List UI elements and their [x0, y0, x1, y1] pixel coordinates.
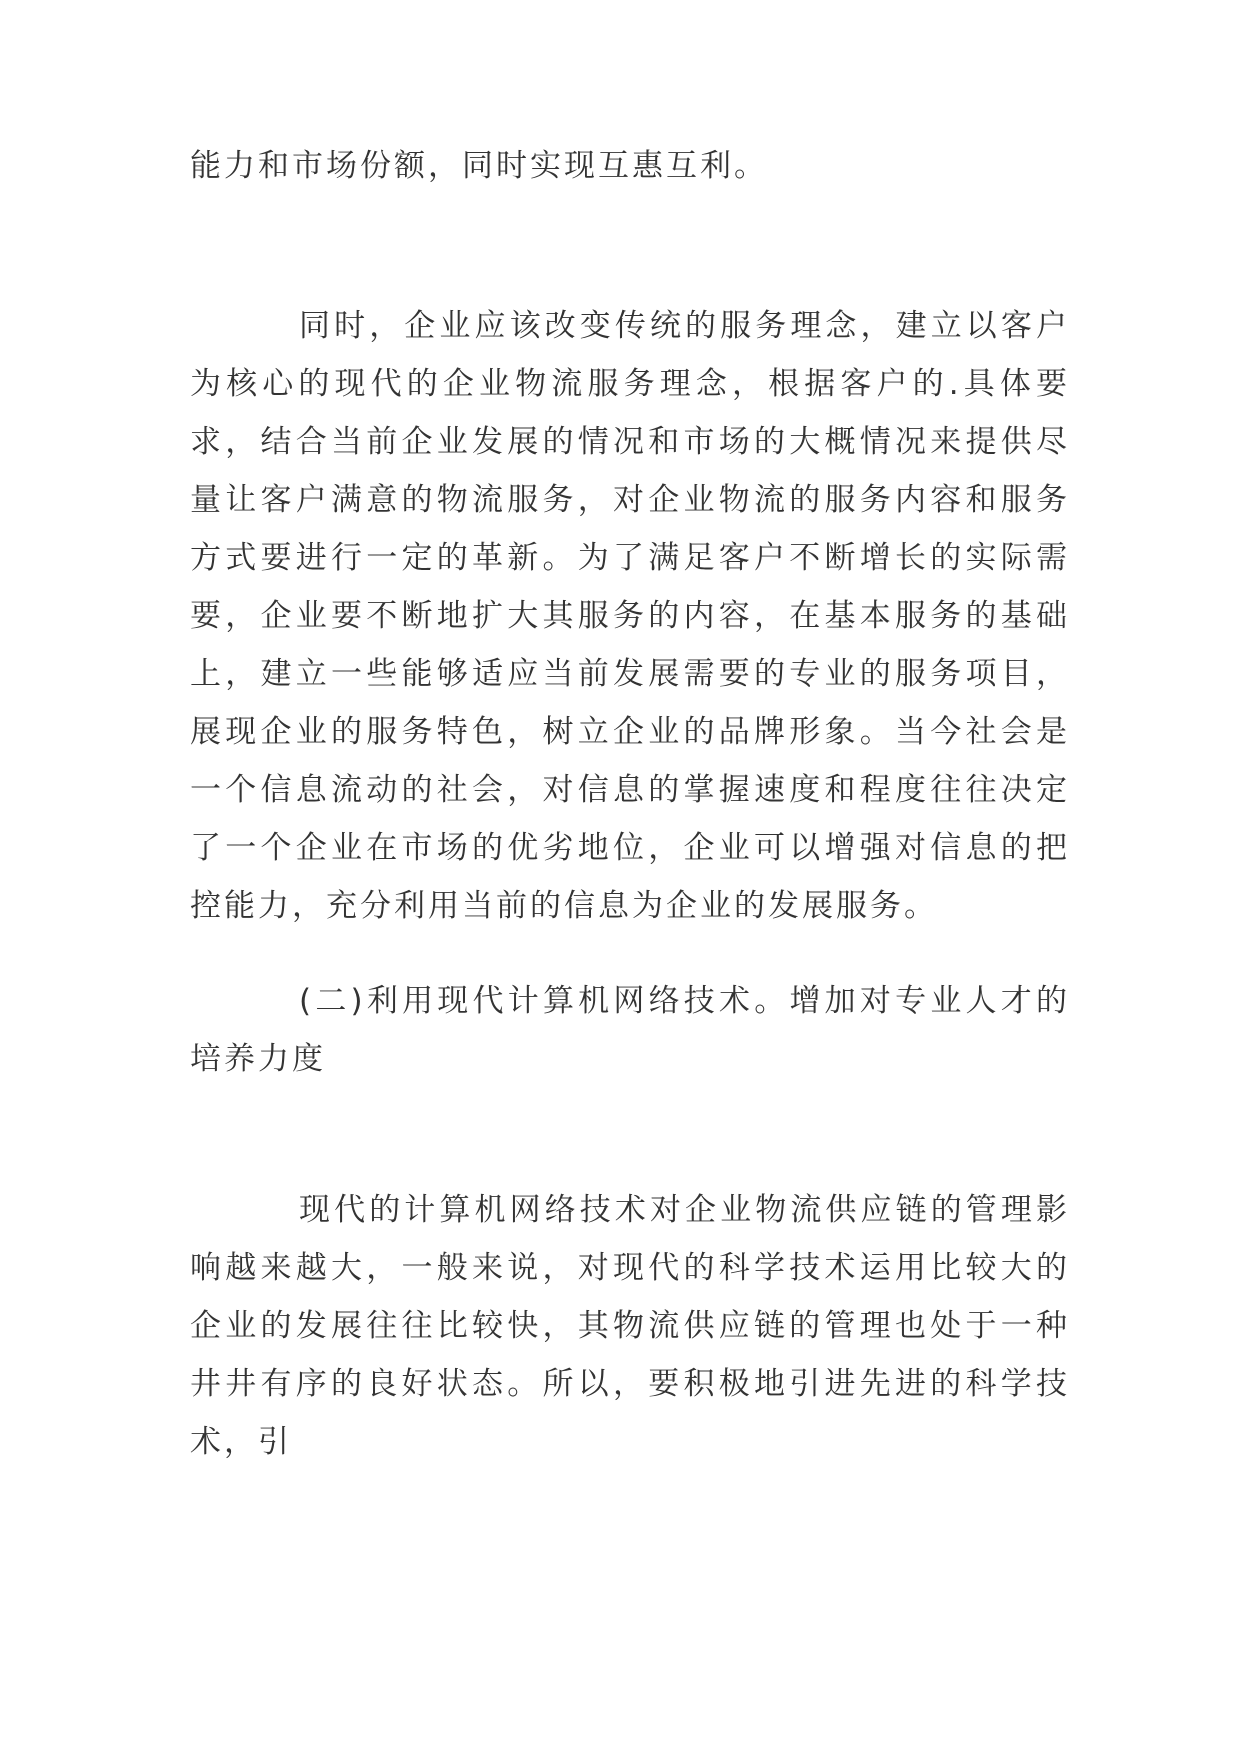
paragraph-network-technology: 现代的计算机网络技术对企业物流供应链的管理影响越来越大，一般来说，对现代的科学技术运用比较大的企业的发展往往比较快，其物流供应链的管理也处于一种井井有序的良好状态。所以，要积极地引进先进的科学技术，引 — [190, 1192, 1070, 1460]
paragraph-continuation: 能力和市场份额，同时实现互惠互利。 — [190, 148, 768, 184]
section-heading-2: (二)利用现代计算机网络技术。增加对专业人才的培养力度 — [190, 983, 1070, 1077]
paragraph-service-concept: 同时，企业应该改变传统的服务理念，建立以客户为核心的现代的企业物流服务理念，根据客户的.具体要求，结合当前企业发展的情况和市场的大概情况来提供尽量让客户满意的物流服务，对企业物流的服务内容和服务方式要进行一定的革新。为了满足客户不断增长的实际需要，企业要不断地扩大其服务的内容，在基本服务的基础上，建立一些能够适应当前发展需要的专业的服务项目，展现企业的服务特色，树立企业的品牌形象。当今社会是一个信息流动的社会，对信息的掌握速度和程度往往决定了一个企业在市场的优劣地位，企业可以增强对信息的把控能力，充分利用当前的信息为企业的发展服务。 — [190, 308, 1070, 924]
